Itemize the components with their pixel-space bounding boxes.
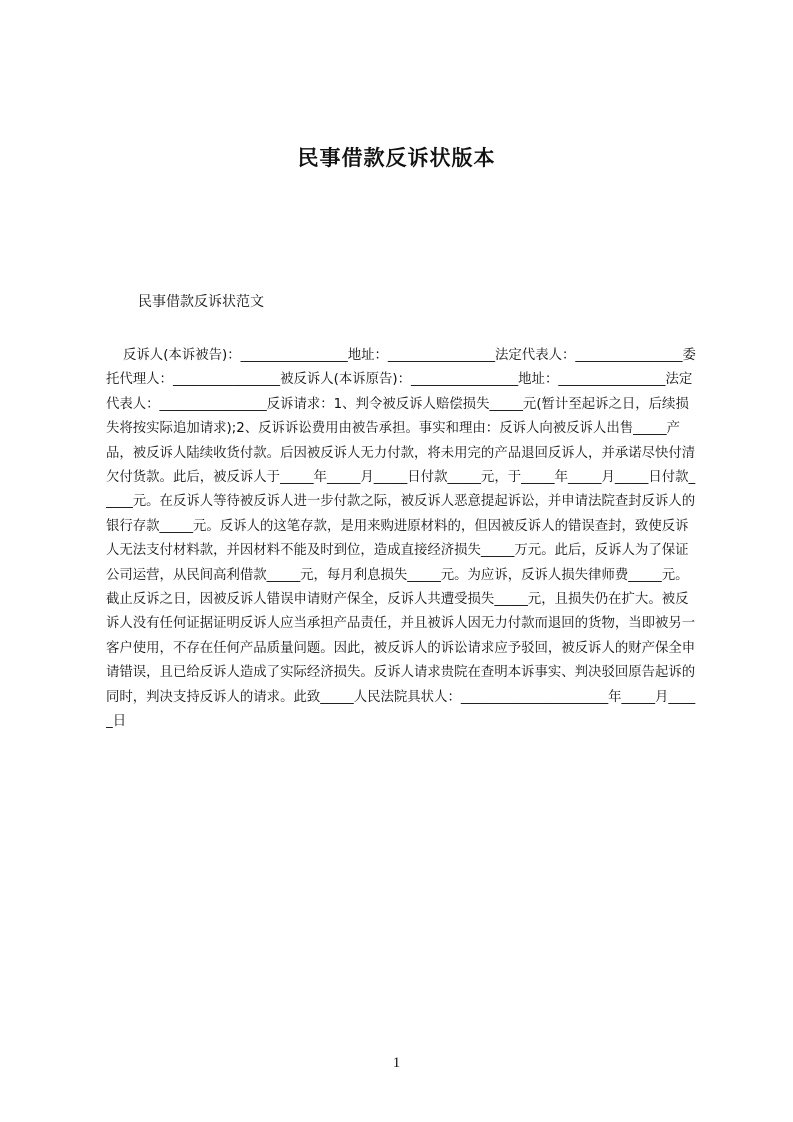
page-title: 民事借款反诉状版本 [297, 146, 496, 170]
document-subtitle: 民事借款反诉状范文 [138, 294, 264, 310]
page-number: 1 [392, 1055, 401, 1071]
document-body: 反诉人(本诉被告)：________________地址：________________法定代表人：________________委托代理人：________________被反诉人(本诉原告)：________________地址：________________法定代表人：________________反诉请求：1、判令被反诉人赔偿损失_____元(暂计至起诉之日，后续损失将按实际追加请求);2、反诉诉讼费用由被告承担。事实和理由：反诉人向被反诉人出售_____产品，被反诉人陆续收货付款。后因被反诉人无力付款，将未用完的产品退回反诉人，并承诺尽快付清欠付货款。此后，被反诉人于_____年_____月_____日付款_____元，于_____年_____月_____日付款_____元。在反诉人等待被反诉人进一步付款之际，被反诉人恶意提起诉讼，并申请法院查封反诉人的银行存款_____元。反诉人的这笔存款，是用来购进原材料的，但因被反诉人的错误查封，致使反诉人无法支付材料款，并因材料不能及时到位，造成直接经济损失_____万元。此后，反诉人为了保证公司运营，从民间高利借款_____元，每月利息损失_____元。为应诉，反诉人损失律师费_____元。截止反诉之日，因被反诉人错误申请财产保全，反诉人共遭受损失_____元，且损失仍在扩大。被反诉人没有任何证据证明反诉人应当承担产品责任，并且被诉人因无力付款而退回的货物，当即被另一客户使用，不存在任何产品质量问题。因此，被反诉人的诉讼请求应予驳回，被反诉人的财产保全申请错误，且已给反诉人造成了实际经济损失。反诉人请求贵院在查明本诉事实、判决驳回原告起诉的同时，判决支持反诉人的请求。此致_____人民法院具状人：______________________年_____月_____日 [106, 348, 696, 730]
